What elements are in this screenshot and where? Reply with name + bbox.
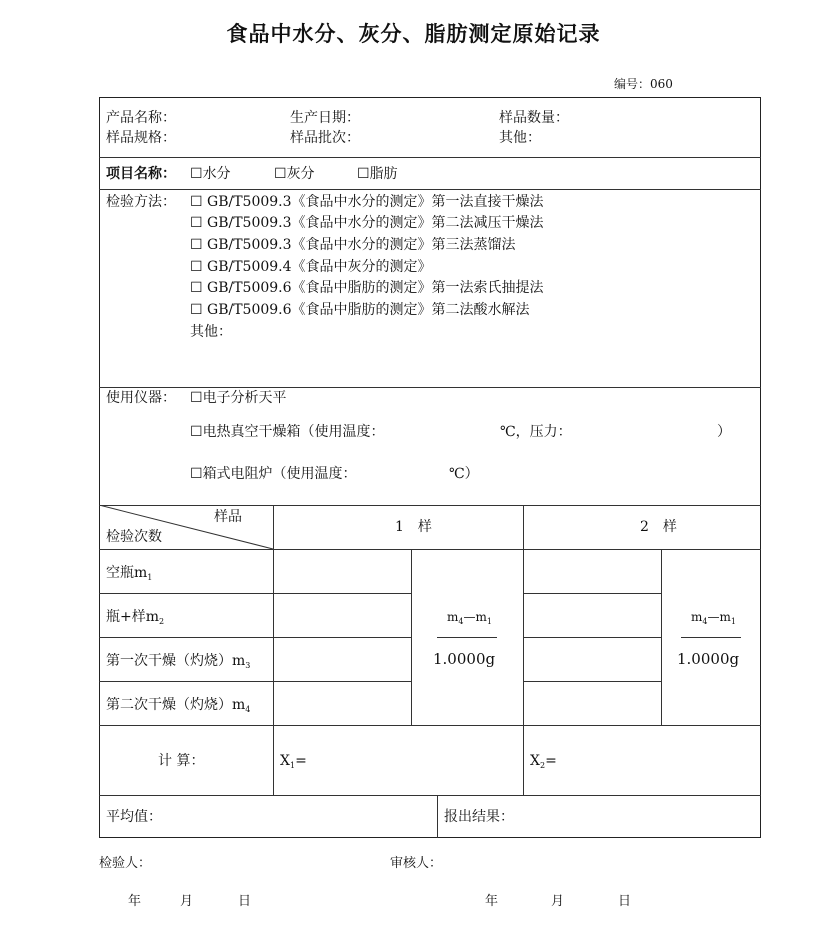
method-item[interactable]: ☐ GB/T5009.6《食品中脂肪的测定》第一法索氏抽提法 [190,280,544,296]
row-line-3 [99,681,411,682]
header-sample-2: 2 样 [640,519,677,535]
project-option-moisture[interactable]: ☐水分 [190,166,231,182]
row-line-1 [99,593,411,594]
checkbox-icon: ☐ [190,194,203,210]
divider-project [99,189,761,190]
calc-label: 计 算： [158,753,205,769]
col-line-s1-formula [411,549,412,725]
reviewer-year: 年 [485,894,499,909]
checkbox-icon: ☐ [190,237,203,253]
col-line-middle [523,505,524,795]
checkbox-icon: ☐ [190,424,203,440]
row-label-second-dry: 第二次干燥（灼烧）$m_4$ [106,697,251,714]
col-line-s2-formula [661,549,662,725]
reviewer-day: 日 [618,894,632,909]
instrument-oven[interactable]: ☐电热真空干燥箱（使用温度： [190,424,385,440]
oven-temp-unit: ℃，压力： [500,424,572,440]
methods-label: 检验方法： [106,194,176,210]
checkbox-icon: ☐ [357,166,370,182]
fraction-bar-2 [681,637,741,638]
instrument-furnace[interactable]: ☐箱式电阻炉（使用温度： [190,466,357,482]
project-option-ash[interactable]: ☐灰分 [274,166,315,182]
inspector-year: 年 [128,894,142,909]
method-item[interactable]: ☐ GB/T5009.3《食品中水分的测定》第一法直接干燥法 [190,194,544,210]
calc-x2: $X_2=$ [530,753,557,770]
checkbox-icon: ☐ [190,215,203,231]
calc-x1: $X_1=$ [280,753,307,770]
instrument-balance[interactable]: ☐电子分析天平 [190,390,287,406]
method-item[interactable]: ☐ GB/T5009.3《食品中水分的测定》第二法减压干燥法 [190,215,544,231]
method-item[interactable]: ☐ GB/T5009.4《食品中灰分的测定》 [190,259,432,275]
row-label-first-dry: 第一次干燥（灼烧）$m_3$ [106,653,251,670]
row-label-bottle-sample: 瓶+样$m_2$ [106,609,165,626]
project-label: 项目名称： [106,166,176,182]
sample-quantity-label: 样品数量： [499,110,569,126]
checkbox-icon: ☐ [190,280,203,296]
divider-average [99,795,761,796]
oven-close-paren: ） [717,424,731,440]
furnace-temp-unit: ℃） [449,466,479,482]
fraction-bar-1 [437,637,497,638]
row-line-3b [523,681,661,682]
row-line-2 [99,637,411,638]
divisor-sample-2: 1.0000g [677,650,740,668]
checkbox-icon: ☐ [274,166,287,182]
inspector-month: 月 [180,894,194,909]
formula-sample-1: $m_4—m_1$ [447,610,492,626]
row-line-2b [523,637,661,638]
product-name-label: 产品名称： [106,110,176,126]
serial-number: 编号：060 [614,77,673,91]
methods-other-label: 其他： [190,324,232,340]
production-date-label: 生产日期： [290,110,360,126]
project-option-fat[interactable]: ☐脂肪 [357,166,398,182]
instruments-label: 使用仪器： [106,390,176,406]
divider-methods [99,387,761,388]
divider-info [99,157,761,158]
document-title: 食品中水分、灰分、脂肪测定原始记录 [226,22,601,46]
col-line-average [437,795,438,838]
method-item[interactable]: ☐ GB/T5009.6《食品中脂肪的测定》第二法酸水解法 [190,302,530,318]
row-line-1b [523,593,661,594]
sample-batch-label: 样品批次： [290,130,360,146]
divider-calc [99,725,761,726]
sample-spec-label: 样品规格： [106,130,176,146]
inspector-label: 检验人： [99,856,152,871]
header-sample: 样品 [214,509,242,525]
formula-sample-2: $m_4—m_1$ [691,610,736,626]
checkbox-icon: ☐ [190,466,203,482]
reviewer-label: 审核人： [390,856,443,871]
reviewer-month: 月 [551,894,565,909]
report-result-label: 报出结果： [444,809,514,825]
divisor-sample-1: 1.0000g [433,650,496,668]
header-test-count: 检验次数 [106,529,162,545]
checkbox-icon: ☐ [190,166,203,182]
average-label: 平均值： [106,809,162,825]
header-sample-1: 1 样 [395,519,432,535]
method-item[interactable]: ☐ GB/T5009.3《食品中水分的测定》第三法蒸馏法 [190,237,516,253]
checkbox-icon: ☐ [190,259,203,275]
row-label-empty-bottle: 空瓶$m_1$ [106,565,153,582]
info-other-label: 其他： [499,130,541,146]
checkbox-icon: ☐ [190,390,203,406]
checkbox-icon: ☐ [190,302,203,318]
inspector-day: 日 [238,894,252,909]
